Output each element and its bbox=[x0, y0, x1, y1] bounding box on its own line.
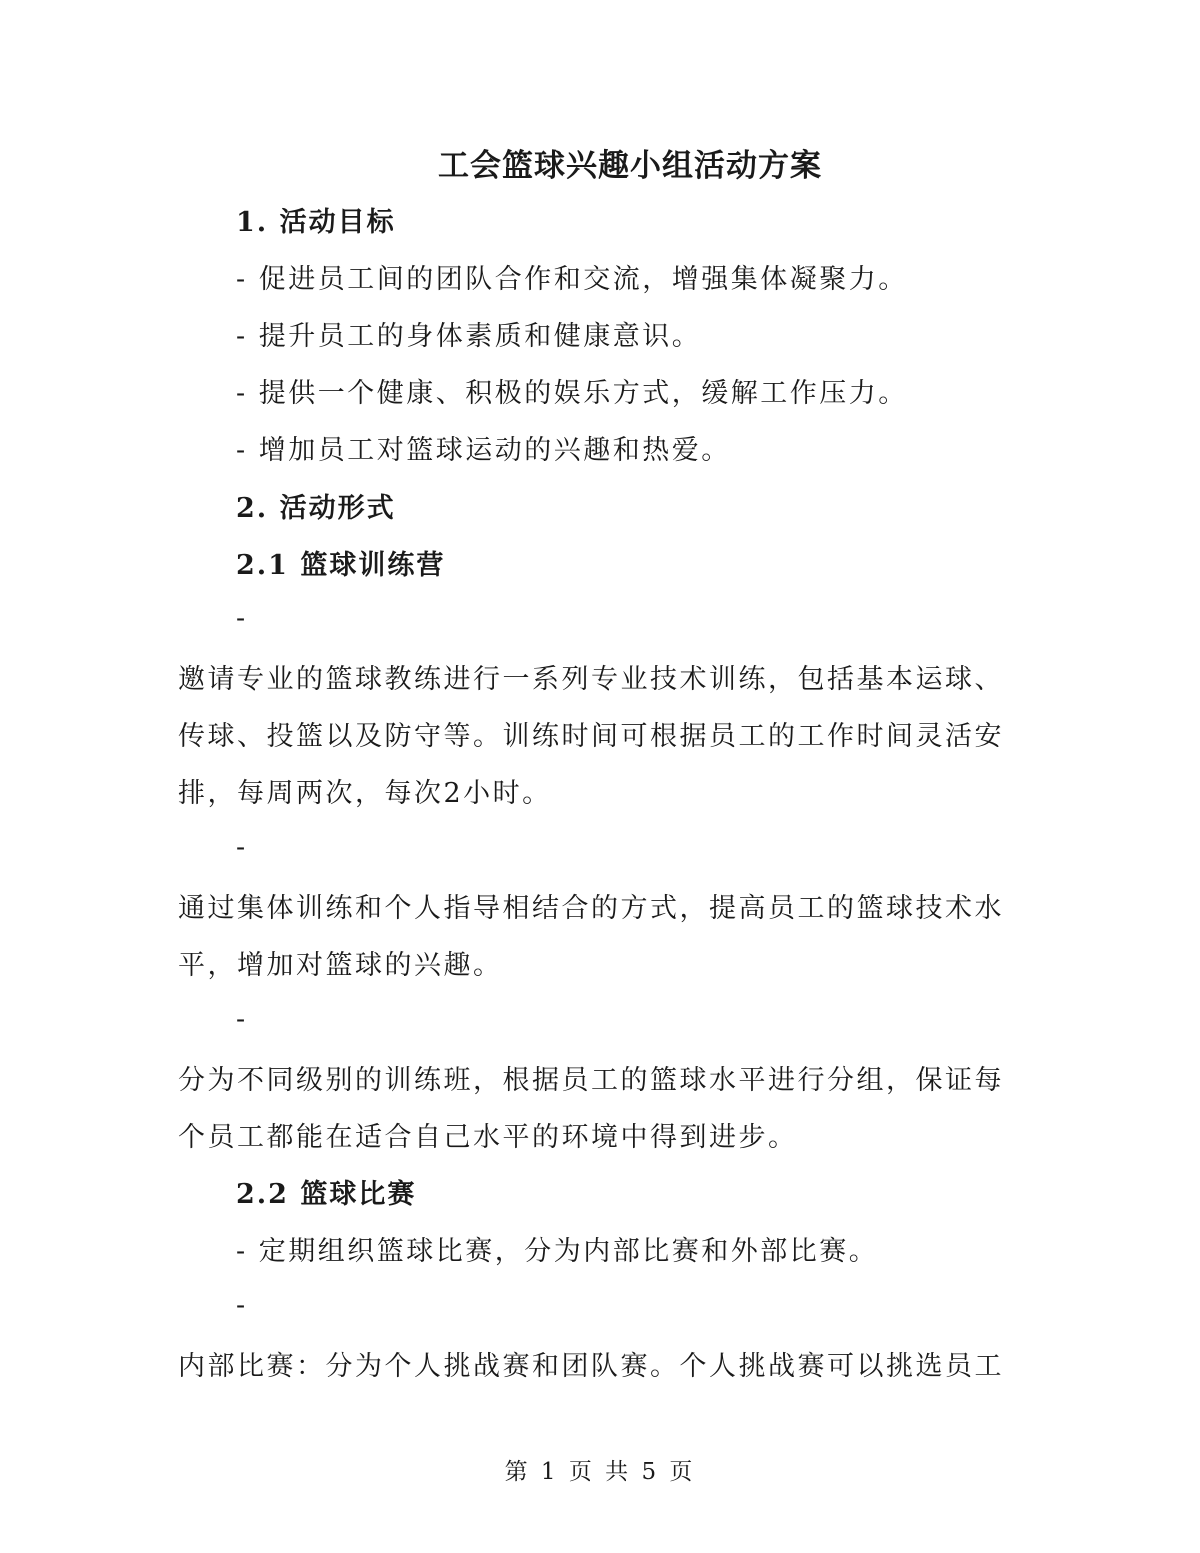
subsection-heading-training-camp: 2.1 篮球训练营 bbox=[236, 550, 446, 581]
paragraph-line: 传球、投篮以及防守等。训练时间可根据员工的工作时间灵活安 bbox=[178, 721, 1004, 752]
dash-marker: - bbox=[236, 603, 248, 634]
paragraph-line: 内部比赛：分为个人挑战赛和团队赛。个人挑战赛可以挑选员工 bbox=[178, 1351, 1004, 1382]
paragraph-line: 排，每周两次，每次2小时。 bbox=[178, 778, 552, 809]
page-footer: 第 1 页 共 5 页 bbox=[504, 1459, 696, 1485]
paragraph-line: 通过集体训练和个人指导相结合的方式，提高员工的篮球技术水 bbox=[178, 893, 1004, 924]
goal-bullet: - 提升员工的身体素质和健康意识。 bbox=[236, 321, 702, 352]
section-heading-goals: 1. 活动目标 bbox=[236, 207, 396, 238]
goal-bullet: - 促进员工间的团队合作和交流，增强集体凝聚力。 bbox=[236, 264, 908, 295]
subsection-heading-basketball-match: 2.2 篮球比赛 bbox=[236, 1179, 417, 1210]
dash-marker: - bbox=[236, 832, 248, 863]
document-title: 工会篮球兴趣小组活动方案 bbox=[438, 148, 822, 184]
dash-marker: - bbox=[236, 1004, 248, 1035]
goal-bullet: - 提供一个健康、积极的娱乐方式，缓解工作压力。 bbox=[236, 378, 908, 409]
match-bullet: - 定期组织篮球比赛，分为内部比赛和外部比赛。 bbox=[236, 1236, 879, 1267]
paragraph-line: 分为不同级别的训练班，根据员工的篮球水平进行分组，保证每 bbox=[178, 1065, 1004, 1096]
section-heading-format: 2. 活动形式 bbox=[236, 493, 396, 524]
dash-marker: - bbox=[236, 1290, 248, 1321]
paragraph-line: 平，增加对篮球的兴趣。 bbox=[178, 950, 503, 981]
paragraph-line: 邀请专业的篮球教练进行一系列专业技术训练，包括基本运球、 bbox=[178, 664, 1004, 695]
goal-bullet: - 增加员工对篮球运动的兴趣和热爱。 bbox=[236, 435, 731, 466]
paragraph-line: 个员工都能在适合自己水平的环境中得到进步。 bbox=[178, 1122, 798, 1153]
